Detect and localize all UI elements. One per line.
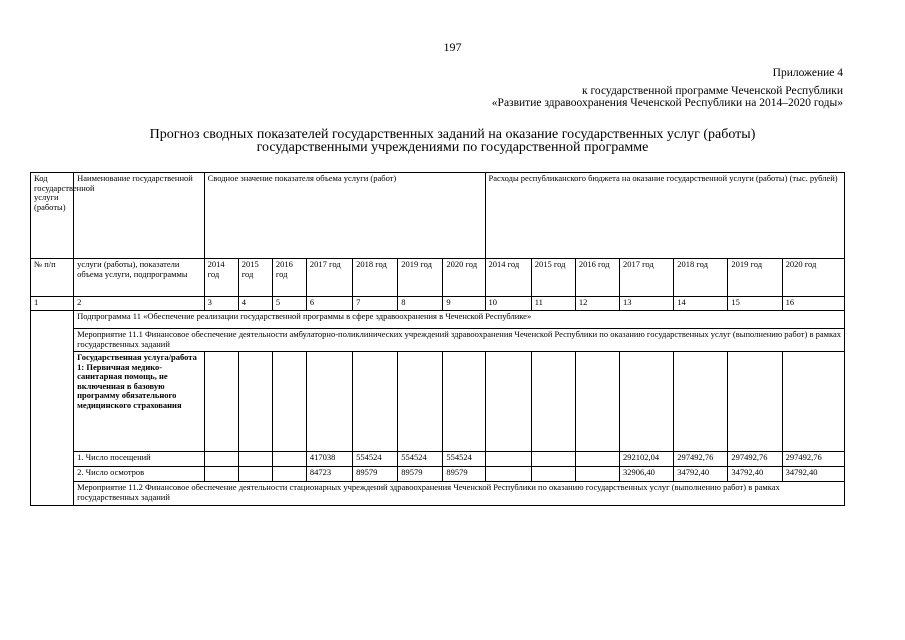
header-row-1 [31, 173, 845, 259]
col-number: 15 [728, 297, 782, 311]
value-cell: 554524 [443, 452, 485, 467]
value-cell: 417038 [306, 452, 352, 467]
empty-cell [306, 352, 352, 452]
header-code: Код государственной услуги (работы) [31, 173, 74, 259]
year-cell: 2020 год [443, 259, 485, 297]
col-number: 12 [575, 297, 619, 311]
value-cell: 34792,40 [674, 467, 728, 482]
row-label: 1. Число посещений [74, 452, 204, 467]
title-line-1: Прогноз сводных показателей государственных заданий на оказание государственных услуг (работы) [149, 127, 756, 142]
value-cell: 554524 [398, 452, 443, 467]
col-number: 7 [353, 297, 398, 311]
value-cell: 297492,76 [674, 452, 728, 467]
value-cell: 34792,40 [782, 467, 844, 482]
empty-cell [485, 352, 531, 452]
title-line-2: государственными учреждениями по государственной программе [256, 140, 649, 155]
header-name-2: услуги (работы), показатели объема услуги, подпрограммы [74, 259, 204, 297]
column-numbers-row [31, 297, 845, 311]
header-row-2 [31, 259, 845, 297]
col-number: 1 [31, 297, 74, 311]
measure-1-row [31, 329, 845, 352]
year-cell: 2017 год [620, 259, 674, 297]
col-number: 6 [306, 297, 352, 311]
table-row [31, 452, 845, 467]
value-cell [238, 467, 272, 482]
col-number: 8 [398, 297, 443, 311]
empty-cell [782, 352, 844, 452]
code-empty-cell [31, 311, 74, 506]
appendix-label: Приложение 4 [772, 67, 843, 79]
empty-cell [238, 352, 272, 452]
year-cell: 2019 год [398, 259, 443, 297]
value-cell [575, 452, 619, 467]
value-cell [485, 467, 531, 482]
value-cell [575, 467, 619, 482]
col-number: 14 [674, 297, 728, 311]
col-number: 16 [782, 297, 844, 311]
empty-cell [398, 352, 443, 452]
year-cell: 2016 год [575, 259, 619, 297]
year-cell: 2018 год [353, 259, 398, 297]
year-cell: 2016 год [272, 259, 306, 297]
year-cell: 2014 год [485, 259, 531, 297]
service-title: Государственная услуга/работа 1: Первичная медико-санитарная помощь, не включенная в базовую программу обязательного медицинского страхования [74, 352, 204, 452]
subprogram-row [31, 311, 845, 329]
value-cell: 89579 [398, 467, 443, 482]
col-number: 11 [531, 297, 575, 311]
value-cell: 297492,76 [782, 452, 844, 467]
empty-cell [620, 352, 674, 452]
col-number: 10 [485, 297, 531, 311]
value-cell: 297492,76 [728, 452, 782, 467]
empty-cell [443, 352, 485, 452]
empty-cell [674, 352, 728, 452]
page-number: 197 [443, 40, 462, 54]
col-number: 13 [620, 297, 674, 311]
year-cell: 2019 год [728, 259, 782, 297]
subprogram-title: Подпрограмма 11 «Обеспечение реализации государственной программы в сфере здравоохранения в Чеченской Республике» [74, 311, 845, 329]
document-title [0, 128, 905, 154]
col-number: 5 [272, 297, 306, 311]
value-cell: 554524 [353, 452, 398, 467]
value-cell: 89579 [443, 467, 485, 482]
measure-1-title: Мероприятие 11.1 Финансовое обеспечение деятельности амбулаторно-поликлинических учреждений здравоохранения Чеченской Республики по оказанию государственных услуг (выполнению работ) в рамках государственных заданий [74, 329, 845, 352]
measure-2-row [31, 482, 845, 506]
year-cell: 2020 год [782, 259, 844, 297]
value-cell [204, 467, 238, 482]
col-number: 9 [443, 297, 485, 311]
value-cell [531, 452, 575, 467]
year-cell: 2018 год [674, 259, 728, 297]
value-cell [238, 452, 272, 467]
program-subtitle-1: к государственной программе Чеченской Республики [582, 85, 843, 97]
empty-cell [728, 352, 782, 452]
value-cell [204, 452, 238, 467]
col-number: 2 [74, 297, 204, 311]
empty-cell [204, 352, 238, 452]
program-subtitle-2: «Развитие здравоохранения Чеченской Республики на 2014–2020 годы» [491, 97, 843, 109]
value-cell: 292102,04 [620, 452, 674, 467]
value-cell [272, 467, 306, 482]
empty-cell [531, 352, 575, 452]
value-cell: 84723 [306, 467, 352, 482]
indicators-table [30, 172, 845, 506]
year-cell: 2017 год [306, 259, 352, 297]
measure-2-title: Мероприятие 11.2 Финансовое обеспечение деятельности стационарных учреждений здравоохранения Чеченской Республики по оказанию государственных услуг (выполнению работ) в рамках государственных заданий [74, 482, 845, 506]
empty-cell [353, 352, 398, 452]
empty-cell [272, 352, 306, 452]
value-cell: 32906,40 [620, 467, 674, 482]
year-cell: 2014 год [204, 259, 238, 297]
header-name: Наименование государственной [74, 173, 204, 259]
value-cell [531, 467, 575, 482]
header-np: № п/п [31, 259, 74, 297]
col-number: 4 [238, 297, 272, 311]
value-cell [485, 452, 531, 467]
year-cell: 2015 год [531, 259, 575, 297]
value-cell: 34792,40 [728, 467, 782, 482]
row-label: 2. Число осмотров [74, 467, 204, 482]
empty-cell [575, 352, 619, 452]
table-row [31, 467, 845, 482]
year-cell: 2015 год [238, 259, 272, 297]
value-cell: 89579 [353, 467, 398, 482]
header-expenses: Расходы республиканского бюджета на оказание государственной услуги (работы) (тыс. рублей) [485, 173, 844, 259]
service-row [31, 352, 845, 452]
header-summary: Сводное значение показателя объема услуги (работ) [204, 173, 485, 259]
col-number: 3 [204, 297, 238, 311]
value-cell [272, 452, 306, 467]
